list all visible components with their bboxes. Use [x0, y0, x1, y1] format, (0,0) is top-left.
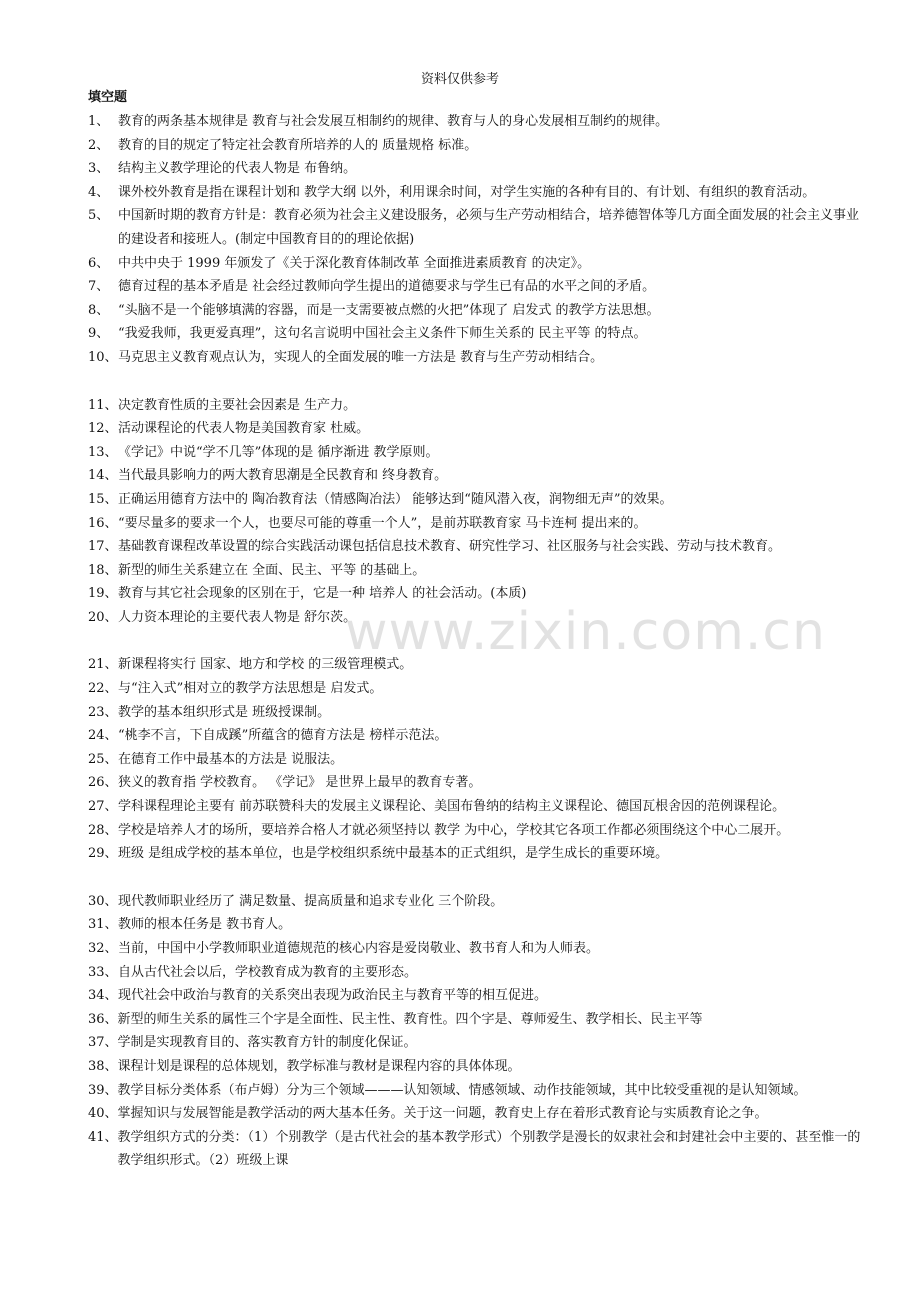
watermark: www.zixin.com.cn [345, 602, 826, 662]
list-item [88, 937, 868, 961]
item-number: 9、 [88, 326, 110, 342]
item-text: 新型的师生关系建立在 全面、民主、平等 的基础上。 [118, 562, 426, 578]
item-text: 学校是培养人才的场所，要培养合格人才就必须坚持以 教学 为中心，学校其它各项工作都必须围绕这个中心二展开。 [118, 822, 790, 838]
list-item [88, 204, 868, 251]
list-item [88, 748, 868, 772]
list-item [88, 157, 868, 181]
list-item [88, 512, 868, 536]
item-text: “要尽量多的要求一个人，也要尽可能的尊重一个人”，是前苏联教育家 马卡连柯 提出来的。 [118, 515, 647, 531]
list-item [88, 701, 868, 725]
list-item [88, 842, 868, 866]
item-number: 3、 [88, 161, 110, 177]
list-item [88, 724, 868, 748]
item-text: 班级 是组成学校的基本单位，也是学校组织系统中最基本的正式组织，是学生成长的重要环境。 [118, 846, 669, 862]
list-item [88, 559, 868, 583]
item-number: 18、 [88, 562, 118, 578]
item-text: 与“注入式”相对立的教学方法思想是 启发式。 [118, 681, 383, 697]
item-number: 1、 [88, 114, 110, 129]
item-text: “桃李不言，下自成蹊”所蕴含的德育方法是 榜样示范法。 [118, 728, 448, 744]
item-text: 人力资本理论的主要代表人物是 舒尔茨。 [118, 609, 357, 625]
item-text: 教学组织方式的分类：（1）个别教学（是古代社会的基本教学形式）个别教学是漫长的奴隶社会和封建社会中主要的、甚至惟一的教学组织形式。（2）班级上课 [117, 1129, 861, 1169]
list-item [88, 394, 868, 418]
item-text: 基础教育课程改革设置的综合实践活动课包括信息技术教育、研究性学习、社区服务与社会实践、劳动与技术教育。 [118, 539, 782, 555]
item-text: 课外校外教育是指在课程计划和 教学大纲 以外，利用课余时间，对学生实施的各种有目的、有计划、有组织的教育活动。 [118, 184, 816, 200]
item-number: 23、 [88, 704, 118, 720]
item-number: 39、 [88, 1082, 118, 1098]
list-item [88, 1126, 868, 1173]
item-number: 13、 [88, 444, 118, 460]
item-number: 5、 [88, 208, 110, 224]
list-item [88, 961, 868, 985]
item-number: 41、 [88, 1129, 118, 1145]
item-number: 34、 [88, 988, 118, 1004]
item-text: 教育与其它社会现象的区别在于，它是一种 培养人 的社会活动。(本质) [118, 586, 527, 602]
list-item [88, 819, 868, 843]
section-title: 填空题 [88, 90, 128, 105]
item-text: 决定教育性质的主要社会因素是 生产力。 [118, 397, 357, 413]
item-number: 14、 [88, 468, 118, 484]
list-item [88, 653, 868, 677]
item-text: 教学的基本组织形式是 班级授课制。 [118, 704, 331, 720]
item-text: 现代社会中政治与教育的关系突出表现为政治民主与教育平等的相互促进。 [118, 988, 548, 1004]
item-number: 28、 [88, 822, 118, 838]
list-item [88, 346, 868, 370]
item-number: 24、 [88, 728, 118, 744]
list-item [88, 1079, 868, 1103]
item-text: “头脑不是一个能够填满的容器，而是一支需要被点燃的火把”体现了 启发式 的教学方法思想。 [118, 302, 660, 318]
item-text: 现代教师职业经历了 满足数量、提高质量和追求专业化 三个阶段。 [118, 893, 504, 909]
item-text: 当代最具影响力的两大教育思潮是全民教育和 终身教育。 [118, 468, 448, 484]
item-text: 学科课程理论主要有 前苏联赞科夫的发展主义课程论、美国布鲁纳的结构主义课程论、德国瓦根舍因的范例课程论。 [118, 799, 786, 815]
item-text: 中国新时期的教育方针是：教育必须为社会主义建设服务，必须与生产劳动相结合，培养德智体等几方面全面发展的社会主义事业的建设者和接班人。(制定中国教育目的的理论依据) [118, 208, 860, 247]
item-text: 结构主义教学理论的代表人物是 布鲁纳。 [118, 161, 357, 177]
list-item [88, 110, 868, 134]
item-number: 30、 [88, 893, 118, 909]
item-number: 4、 [88, 184, 110, 200]
item-text: 活动课程论的代表人物是美国教育家 杜威。 [118, 421, 370, 437]
document-body [88, 88, 868, 1173]
item-number: 11、 [88, 397, 118, 413]
list-item [88, 913, 868, 937]
item-number: 32、 [88, 941, 118, 956]
item-number: 36、 [88, 1011, 118, 1027]
item-number: 12、 [88, 421, 118, 437]
list-item [88, 771, 868, 795]
item-number: 29、 [88, 846, 118, 862]
item-number: 31、 [88, 917, 118, 933]
item-text: 中共中央于 1999 年颁发了《关于深化教育体制改革 全面推进素质教育 的决定》。 [118, 255, 591, 271]
item-number: 26、 [88, 775, 118, 791]
item-text: 自从古代社会以后，学校教育成为教育的主要形态。 [118, 964, 418, 980]
page-header: 资料仅供参考 [420, 72, 499, 87]
item-number: 2、 [88, 137, 110, 153]
list-item [88, 252, 868, 276]
item-text: 教育的两条基本规律是 教育与社会发展互相制约的规律、教育与人的身心发展相互制约的规律。 [118, 114, 669, 129]
list-item [88, 795, 868, 819]
list-item [88, 464, 868, 488]
item-number: 25、 [88, 751, 118, 767]
list-item [88, 1031, 868, 1055]
item-text: 狭义的教育指 学校教育。 《学记》 是世界上最早的教育专著。 [118, 775, 482, 791]
item-number: 38、 [88, 1058, 118, 1074]
list-item [88, 606, 868, 630]
list-item [88, 322, 868, 346]
item-text: 正确运用德育方法中的 陶冶教育法（情感陶冶法） 能够达到“随风潜入夜，润物细无声”的效果。 [118, 491, 673, 507]
item-number: 20、 [88, 609, 118, 625]
list-item [88, 1008, 868, 1032]
list-item [88, 134, 868, 158]
list-item [88, 299, 868, 323]
item-number: 16、 [88, 515, 118, 531]
item-number: 19、 [88, 586, 118, 602]
list-item [88, 441, 868, 465]
list-item [88, 417, 868, 441]
item-number: 40、 [88, 1106, 118, 1122]
item-number: 37、 [88, 1035, 118, 1051]
blank-gap [88, 629, 868, 653]
list-item [88, 275, 868, 299]
item-text: 《学记》中说“学不几等”体现的是 循序渐进 教学原则。 [118, 444, 439, 460]
item-number: 21、 [88, 657, 118, 673]
item-number: 15、 [88, 491, 118, 507]
blank-gap [88, 866, 868, 890]
item-text: 当前，中国中小学教师职业道德规范的核心内容是爱岗敬业、教书育人和为人师表。 [118, 941, 600, 956]
list-item [88, 535, 868, 559]
item-text: 掌握知识与发展智能是教学活动的两大基本任务。关于这一问题，教育史上存在着形式教育论与实质教育论之争。 [117, 1106, 768, 1122]
list-item [88, 181, 868, 205]
list-item [88, 984, 868, 1008]
list-item [88, 488, 868, 512]
item-number: 8、 [88, 302, 110, 318]
item-number: 17、 [88, 539, 118, 555]
item-number: 22、 [88, 681, 118, 697]
item-number: 7、 [88, 279, 110, 295]
blank-gap [88, 370, 868, 394]
list-item [88, 582, 868, 606]
item-number: 27、 [88, 799, 118, 815]
list-item [88, 1102, 868, 1126]
item-text: 学制是实现教育目的、落实教育方针的制度化保证。 [117, 1035, 417, 1051]
item-text: 德育过程的基本矛盾是 社会经过教师向学生提出的道德要求与学生已有品的水平之间的矛盾。 [118, 279, 656, 295]
item-text: 新课程将实行 国家、地方和学校 的三级管理模式。 [118, 657, 413, 673]
list-item [88, 890, 868, 914]
item-text: 在德育工作中最基本的方法是 说服法。 [118, 751, 344, 767]
item-text: 教师的根本任务是 教书育人。 [118, 917, 292, 933]
item-text: 马克思主义教育观点认为，实现人的全面发展的唯一方法是 教育与生产劳动相结合。 [118, 349, 604, 365]
item-number: 6、 [88, 255, 110, 271]
list-item [88, 1055, 868, 1079]
item-number: 33、 [88, 964, 118, 980]
item-text: 新型的师生关系的属性三个字是全面性、民主性、教育性。四个字是、尊师爱生、教学相长、民主平等 [117, 1011, 703, 1027]
item-text: “我爱我师，我更爱真理”，这句名言说明中国社会主义条件下师生关系的 民主平等 的特点。 [118, 326, 647, 342]
item-text: 教育的目的规定了特定社会教育所培养的人的 质量规格 标准。 [118, 137, 478, 153]
item-text: 教学目标分类体系（布卢姆）分为三个领域———认知领域、情感领域、动作技能领域，其中比较受重视的是认知领域。 [117, 1082, 807, 1098]
list-item [88, 677, 868, 701]
item-number: 10、 [88, 349, 118, 365]
item-text: 课程计划是课程的总体规划，教学标准与教材是课程内容的具体体现。 [117, 1058, 521, 1074]
